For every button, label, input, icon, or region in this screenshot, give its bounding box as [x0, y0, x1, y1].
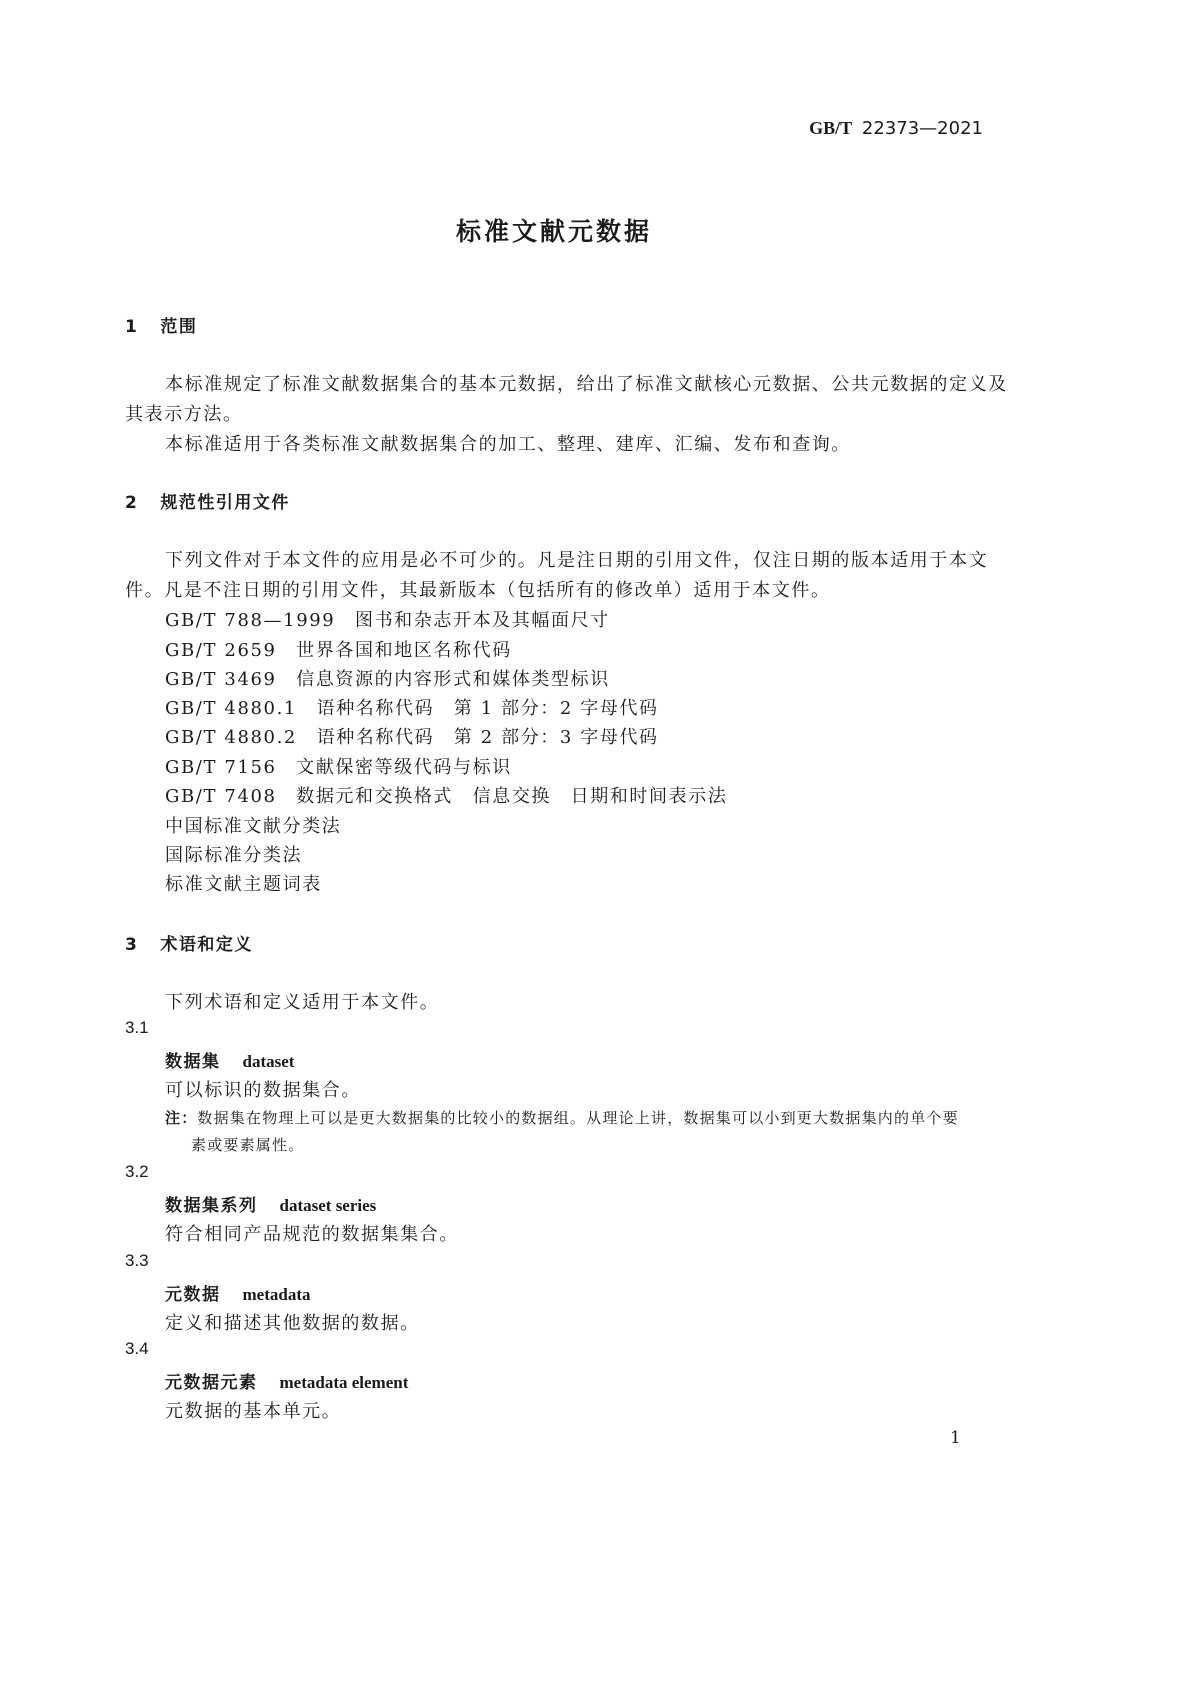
- note-line: 素或要素属性。: [191, 1136, 305, 1154]
- section-heading-normative-refs: [125, 488, 290, 513]
- term-definition: 元数据的基本单元。: [165, 1401, 342, 1422]
- section-heading-scope: [125, 312, 197, 337]
- term-zh: 元数据元素: [165, 1373, 258, 1393]
- reference-item: [165, 694, 659, 720]
- reference-title: 文献保密等级代码与标识: [296, 757, 512, 778]
- note-label: 注：: [165, 1109, 198, 1127]
- reference-item: [165, 636, 512, 662]
- reference-item: [165, 782, 727, 808]
- term-en: dataset: [242, 1052, 295, 1071]
- reference-title: 信息资源的内容形式和媒体类型标识: [296, 669, 610, 690]
- paragraph-line: 本标准规定了标准文献数据集合的基本元数据，给出了标准文献核心元数据、公共元数据的定义及: [165, 374, 1008, 395]
- term-entry: [165, 1280, 310, 1305]
- term-zh: 数据集: [165, 1052, 221, 1072]
- paragraph-line: 下列术语和定义适用于本文件。: [165, 992, 440, 1013]
- term-zh: 元数据: [165, 1285, 221, 1305]
- term-definition: 符合相同产品规范的数据集集合。: [165, 1224, 459, 1245]
- note-line: [165, 1107, 959, 1128]
- reference-item: 标准文献主题词表: [165, 874, 322, 895]
- section-number: 1: [125, 317, 139, 337]
- term-entry: [165, 1368, 408, 1393]
- reference-code: GB/T 2659: [165, 640, 277, 661]
- term-number: 3.3: [125, 1251, 149, 1270]
- reference-item: [165, 753, 512, 779]
- term-en: metadata element: [279, 1373, 409, 1392]
- paragraph-line: 其表示方法。: [125, 404, 243, 425]
- reference-item: [165, 723, 659, 749]
- reference-item: [165, 665, 610, 691]
- reference-code: GB/T 7408: [165, 786, 277, 807]
- term-zh: 数据集系列: [165, 1196, 258, 1216]
- term-definition: 定义和描述其他数据的数据。: [165, 1313, 420, 1334]
- standard-prefix: GB/T: [809, 118, 853, 138]
- reference-item: 国际标准分类法: [165, 845, 303, 866]
- reference-title: 世界各国和地区名称代码: [296, 640, 512, 661]
- section-number: 2: [125, 493, 139, 513]
- reference-title: 语种名称代码 第 1 部分：2 字母代码: [316, 698, 659, 719]
- section-title: 规范性引用文件: [160, 493, 290, 513]
- term-entry: [165, 1191, 376, 1216]
- reference-code: GB/T 7156: [165, 757, 277, 778]
- reference-title: 数据元和交换格式 信息交换 日期和时间表示法: [296, 786, 728, 807]
- page-title: 标准文献元数据: [455, 217, 652, 246]
- reference-title: 语种名称代码 第 2 部分：3 字母代码: [316, 727, 659, 748]
- page-number: 1: [950, 1428, 961, 1448]
- term-en: dataset series: [279, 1196, 377, 1215]
- reference-item: 中国标准文献分类法: [165, 816, 342, 837]
- reference-item: [165, 606, 610, 632]
- paragraph-line: 件。凡是不注日期的引用文件，其最新版本（包括所有的修改单）适用于本文件。: [125, 580, 831, 601]
- standard-code: [809, 118, 983, 139]
- reference-code: GB/T 4880.1: [165, 698, 297, 719]
- note-text: 数据集在物理上可以是更大数据集的比较小的数据组。从理论上讲，数据集可以小到更大数据集内的单个要: [197, 1109, 959, 1127]
- paragraph-line: 本标准适用于各类标准文献数据集合的加工、整理、建库、汇编、发布和查询。: [165, 434, 851, 455]
- reference-code: GB/T 3469: [165, 669, 277, 690]
- term-en: metadata: [242, 1285, 311, 1304]
- section-heading-terms: [125, 930, 253, 955]
- term-definition: 可以标识的数据集合。: [165, 1080, 361, 1101]
- standard-number: 22373—2021: [861, 118, 983, 139]
- paragraph-line: 下列文件对于本文件的应用是必不可少的。凡是注日期的引用文件，仅注日期的版本适用于本文: [165, 550, 989, 571]
- term-number: 3.2: [125, 1162, 149, 1181]
- reference-code: GB/T 788—1999: [165, 610, 336, 631]
- term-number: 3.1: [125, 1018, 149, 1037]
- reference-code: GB/T 4880.2: [165, 727, 297, 748]
- section-title: 范围: [160, 317, 198, 337]
- term-entry: [165, 1047, 294, 1072]
- term-number: 3.4: [125, 1339, 149, 1358]
- section-title: 术语和定义: [160, 935, 253, 955]
- reference-title: 图书和杂志开本及其幅面尺寸: [354, 610, 610, 631]
- section-number: 3: [125, 935, 139, 955]
